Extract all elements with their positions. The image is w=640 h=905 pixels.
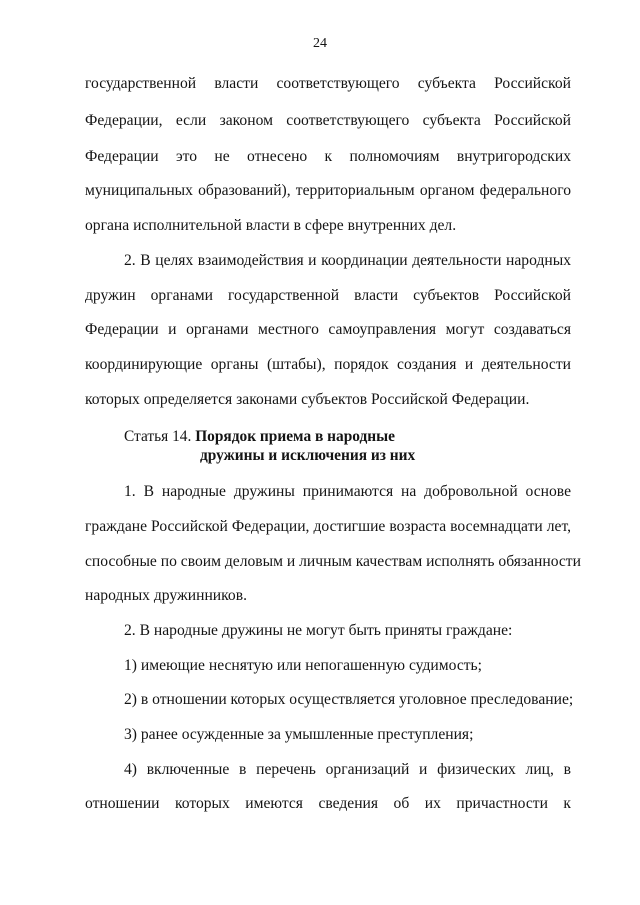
- paragraph-line: дружин органами государственной власти субъектов Российской: [85, 287, 571, 304]
- article-heading: [124, 427, 544, 464]
- list-item: 2) в отношении которых осуществляется уголовное преследование;: [124, 691, 574, 708]
- article-title-line1: Порядок приема в народные: [195, 428, 396, 445]
- page-number: 24: [313, 36, 327, 51]
- paragraph-line: Федерации это не отнесено к полномочиям внутригородских: [85, 148, 571, 165]
- paragraph-line: граждане Российской Федерации, достигшие возраста восемнадцати лет,: [85, 518, 571, 535]
- list-item: 4) включенные в перечень организаций и физических лиц, в: [124, 761, 571, 778]
- paragraph-line: государственной власти соответствующего субъекта Российской: [85, 75, 571, 92]
- paragraph-line: способные по своим деловым и личным качествам исполнять обязанности: [85, 553, 581, 570]
- paragraph-line: муниципальных образований), территориальным органом федерального: [85, 182, 571, 199]
- paragraph-line: 2. В народные дружины не могут быть приняты граждане:: [124, 622, 513, 639]
- list-item: 3) ранее осужденные за умышленные преступления;: [124, 726, 474, 743]
- paragraph-line: отношении которых имеются сведения об их причастности к: [85, 795, 571, 812]
- paragraph-line: координирующие органы (штабы), порядок создания и деятельности: [85, 356, 571, 373]
- paragraph-line: Федерации и органами местного самоуправления могут создаваться: [85, 321, 571, 338]
- paragraph-line: которых определяется законами субъектов Российской Федерации.: [85, 391, 530, 408]
- paragraph-line: 2. В целях взаимодействия и координации деятельности народных: [124, 252, 571, 269]
- paragraph-line: народных дружинников.: [85, 587, 247, 604]
- article-title-line2: дружины и исключения из них: [200, 447, 416, 464]
- paragraph-line: органа исполнительной власти в сфере внутренних дел.: [85, 217, 457, 234]
- article-number: Статья 14.: [124, 428, 192, 445]
- list-item: 1) имеющие неснятую или непогашенную судимость;: [124, 657, 482, 674]
- paragraph-line: 1. В народные дружины принимаются на добровольной основе: [124, 483, 571, 500]
- paragraph-line: Федерации, если законом соответствующего субъекта Российской: [85, 112, 571, 129]
